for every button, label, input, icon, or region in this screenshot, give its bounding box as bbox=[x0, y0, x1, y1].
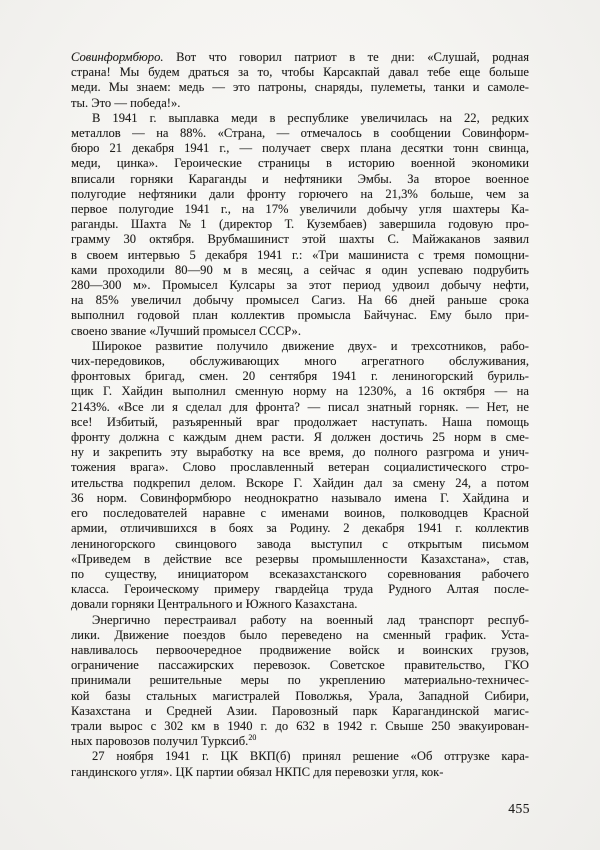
text-line: гандинского угля». ЦК партии обязал НКПС для перевозки угля, кок- bbox=[71, 764, 444, 779]
text-line: фронтовых бригад, смен. 20 сентября 1941 г. лениногорский буриль- bbox=[71, 369, 529, 384]
text-line: Энергично перестраивал работу на военный лад транспорт респуб- bbox=[92, 612, 529, 627]
text-line: первое полугодие 1941 г., на 17% увеличили добычу угля шахтеры Ка- bbox=[71, 202, 529, 217]
text-line: трали вырос с 302 км в 1940 г. до 632 в 1942 г. Свыше 250 эвакуирован- bbox=[71, 718, 529, 733]
text-line: 36 норм. Совинформбюро неоднократно называло имена Г. Хайдина и bbox=[71, 490, 529, 505]
text-line: ных паровозов получил Турксиб.$^{20}$ bbox=[71, 732, 257, 749]
text-line: бюро 21 декабря 1941 г., — получает сверх плана десятки тонн свинца, bbox=[71, 141, 529, 156]
text-line: 27 ноября 1941 г. ЦК ВКП(б) принял решение «Об отгрузке кара- bbox=[92, 749, 529, 764]
text-line: ограничение пассажирских перевозок. Советское правительство, ГКО bbox=[71, 658, 529, 673]
text-line: его последователей наравне с именами воинов, полководцев Красной bbox=[71, 506, 529, 521]
text-line: Совинформбюро. Вот что говорил патриот в те дни: «Слушай, родная bbox=[71, 50, 529, 64]
text-line: лениногорского свинцового завода выступил с открытым письмом bbox=[71, 536, 529, 551]
page-number: 455 bbox=[508, 801, 530, 816]
text-line: «Приведем в действие все резервы промышленности Казахстана», став, bbox=[71, 551, 529, 566]
text-line: ками проходили 80—90 м в месяц, а сейчас я один успеваю подрубить bbox=[71, 262, 529, 277]
text-line: вписали горняки Караганды и нефтяники Эмбы. За второе военное bbox=[71, 171, 529, 186]
text-line: принимали решительные меры по укреплению материально-техничес- bbox=[71, 673, 529, 688]
footnote-marker: 20 bbox=[248, 732, 257, 742]
text-line: лики. Движение поездов было переведено на сменный график. Уста- bbox=[71, 627, 529, 642]
text-line: армии, отличившихся в боях за Родину. 2 декабря 1941 г. коллектив bbox=[71, 521, 529, 536]
text-line: 2143%. «Все ли я сделал для фронта? — писал знатный горняк. — Нет, не bbox=[71, 399, 529, 414]
text-line: кой базы стальных магистралей Поволжья, Урала, Западной Сибири, bbox=[71, 688, 529, 703]
text-line: фронту должна с каждым днем расти. Я должен достичь 25 норм в сме- bbox=[71, 430, 529, 445]
text-line: тожения врага». Слово прославленный ветеран социалистического стро- bbox=[71, 460, 529, 475]
text-line: щик Г. Хайдин выполнил сменную норму на 1230%, а 16 октября — на bbox=[71, 384, 529, 399]
text-line: металлов — на 88%. «Страна, — отмечалось в сообщении Совинформ- bbox=[71, 126, 529, 141]
text-line: по существу, инициатором всеказахстанского соревнования рабочего bbox=[71, 566, 529, 581]
paragraph bbox=[71, 111, 529, 339]
text-line: Казахстана и Средней Азии. Паровозный парк Карагандинской магис- bbox=[71, 703, 529, 718]
text-line: на 85% увеличил добычу промысел Сагиз. На 66 дней раньше срока bbox=[71, 293, 529, 308]
text-line: довали горняки Центрального и Южного Казахстана. bbox=[71, 597, 358, 612]
paragraph bbox=[71, 50, 529, 111]
text-line: меди. Мы знаем: медь — это патроны, снаряды, пулеметы, танки и самоле- bbox=[71, 80, 529, 95]
text-line: навливалось первоочередное продвижение войск и воинских грузов, bbox=[71, 642, 529, 657]
text-line: все! Избитый, разъяренный враг продолжает наступать. Наша помощь bbox=[71, 414, 529, 429]
text-line: в своем интервью 5 декабря 1941 г.: «Три машиниста с тремя помощни- bbox=[71, 247, 529, 262]
text-line: страна! Мы будем драться за то, чтобы Карсакпай давал тебе еще больше bbox=[71, 65, 529, 80]
text-line: выполнил годовой план коллектив промысла Байчунас. Ему было при- bbox=[71, 308, 529, 323]
text-line: грамму 30 октября. Врубмашинист этой шахты С. Майжаканов заявил bbox=[71, 232, 529, 247]
text-line: своено звание «Лучший промысел СССР». bbox=[71, 323, 301, 338]
page-text bbox=[71, 50, 529, 780]
paragraph bbox=[71, 749, 529, 779]
text-line: Широкое развитие получило движение двух- и трехсотников, рабо- bbox=[92, 338, 529, 353]
text-line: В 1941 г. выплавка меди в республике увеличилась на 22, редких bbox=[92, 110, 529, 125]
paragraph bbox=[71, 339, 529, 613]
text-line: чих-передовиков, обслуживающих много агрегатного обслуживания, bbox=[71, 354, 529, 369]
text-line: ты. Это — победа!». bbox=[71, 95, 181, 110]
paragraph bbox=[71, 613, 529, 750]
italic-lead-word: Совинформбюро. bbox=[71, 50, 164, 64]
text-line: 280—300 м». Промысел Кулсары за этот период удвоил добычу нефти, bbox=[71, 278, 529, 293]
text-line: раганды. Шахта №1 (директор Т. Кузембаев) завершила годовую про- bbox=[71, 217, 529, 232]
text-line: полугодие нефтяники дали фронту горючего на 21,3% больше, чем за bbox=[71, 186, 529, 201]
text-line: класса. Героическому примеру гвардейца труда Рудного Алтая после- bbox=[71, 582, 529, 597]
text-line: меди, цинка». Героические страницы в историю военной экономики bbox=[71, 156, 529, 171]
text-line: ительства подкрепил делом. Вскоре Г. Хайдин дал за смену 24, а потом bbox=[71, 475, 529, 490]
text-line: ну и закрепить эту выработку на все время, до полного разгрома и унич- bbox=[71, 445, 529, 460]
